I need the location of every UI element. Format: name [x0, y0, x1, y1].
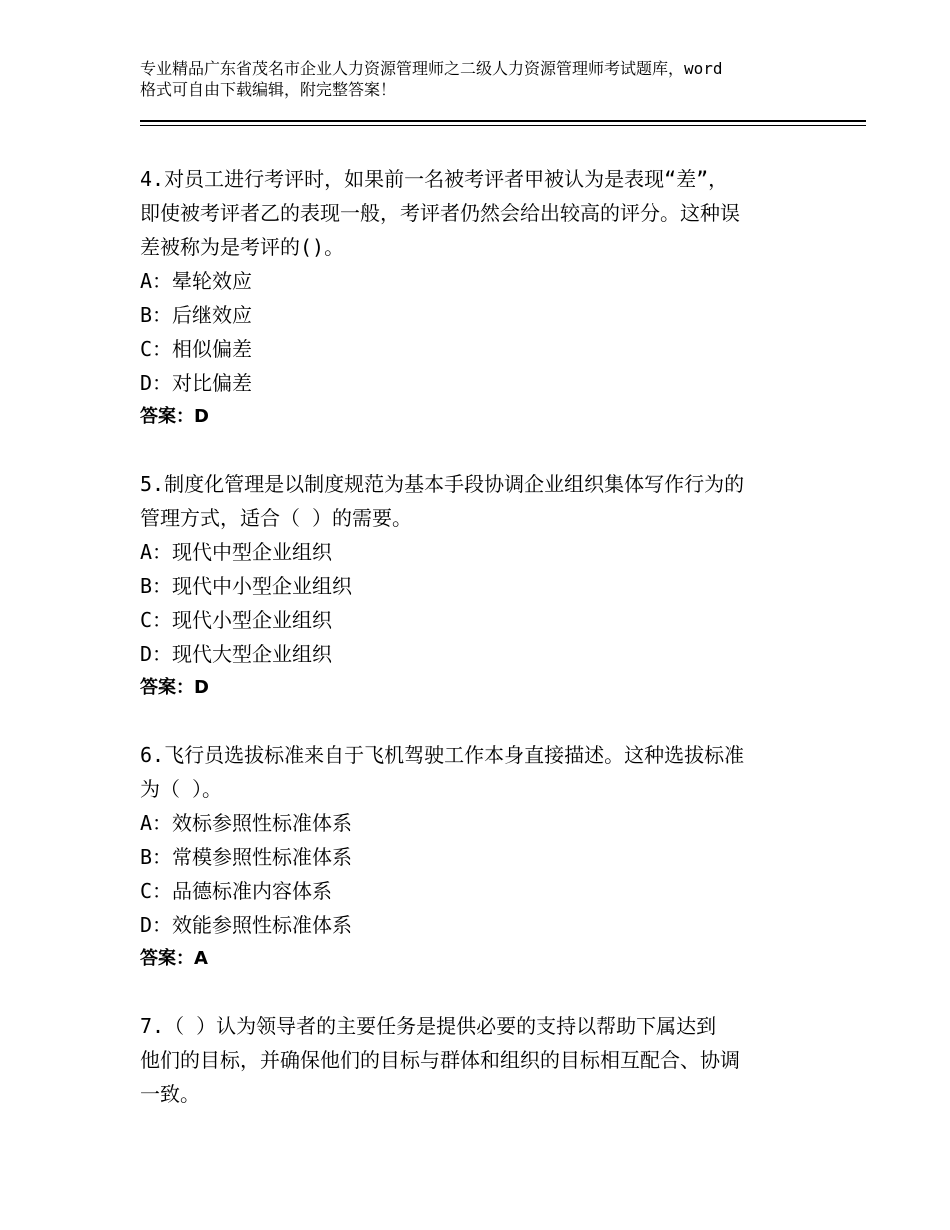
- header-divider-thin: [140, 125, 866, 126]
- question-stem-line: 即使被考评者乙的表现一般，考评者仍然会给出较高的评分。这种误: [140, 201, 740, 225]
- option-c: C：相似偏差: [140, 337, 253, 361]
- option-c: C：品德标准内容体系: [140, 879, 333, 903]
- answer-label: 答案：A: [140, 948, 208, 969]
- option-d: D：对比偏差: [140, 371, 253, 395]
- question-stem-line: 管理方式，适合（ ）的需要。: [140, 506, 413, 530]
- question-7: [140, 1009, 830, 1111]
- question-5: [140, 467, 830, 705]
- option-d: D：现代大型企业组织: [140, 642, 333, 666]
- option-d: D：效能参照性标准体系: [140, 913, 353, 937]
- answer-label: 答案：D: [140, 406, 209, 427]
- option-b: B：现代中小型企业组织: [140, 574, 353, 598]
- header-line-1: 专业精品广东省茂名市企业人力资源管理师之二级人力资源管理师考试题库，word: [140, 59, 723, 78]
- question-stem-line: 7.（ ）认为领导者的主要任务是提供必要的支持以帮助下属达到: [140, 1014, 717, 1038]
- question-stem-line: 为（ ）。: [140, 777, 223, 801]
- document-header: [140, 58, 830, 100]
- question-stem-line: 6.飞行员选拔标准来自于飞机驾驶工作本身直接描述。这种选拔标准: [140, 743, 745, 767]
- question-list: [140, 162, 830, 1144]
- option-c: C：现代小型企业组织: [140, 608, 333, 632]
- header-line-2: 格式可自由下载编辑，附完整答案！: [140, 80, 397, 99]
- answer-label: 答案：D: [140, 677, 209, 698]
- option-b: B：后继效应: [140, 303, 253, 327]
- question-stem-line: 5.制度化管理是以制度规范为基本手段协调企业组织集体写作行为的: [140, 472, 745, 496]
- question-stem-line: 差被称为是考评的()。: [140, 235, 345, 259]
- question-stem-line: 4.对员工进行考评时，如果前一名被考评者甲被认为是表现“差”，: [140, 167, 729, 191]
- question-4: [140, 162, 830, 434]
- option-b: B：常模参照性标准体系: [140, 845, 353, 869]
- question-stem-line: 一致。: [140, 1082, 200, 1106]
- question-6: [140, 738, 830, 976]
- question-stem-line: 他们的目标，并确保他们的目标与群体和组织的目标相互配合、协调: [140, 1048, 740, 1072]
- option-a: A：晕轮效应: [140, 269, 253, 293]
- option-a: A：现代中型企业组织: [140, 540, 333, 564]
- header-divider-thick: [140, 120, 866, 122]
- option-a: A：效标参照性标准体系: [140, 811, 353, 835]
